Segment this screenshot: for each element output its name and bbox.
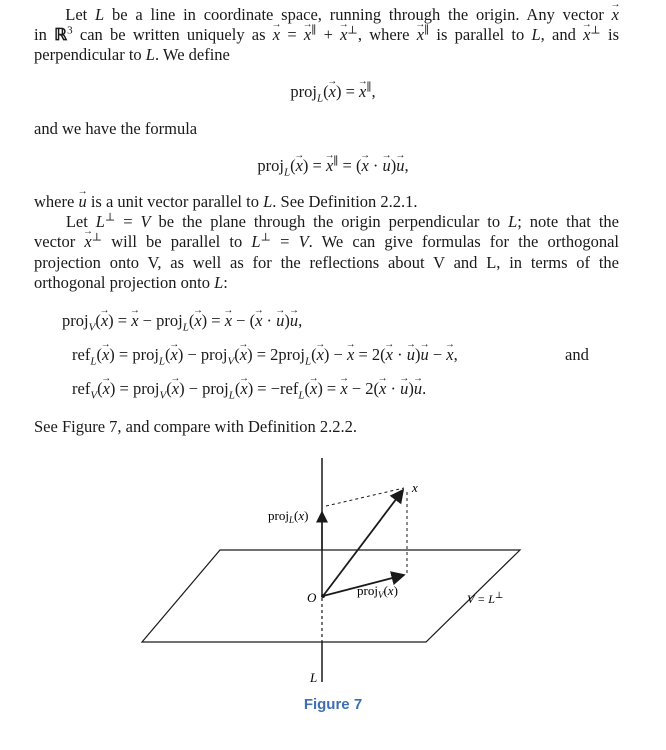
label-x: x	[412, 480, 418, 495]
paragraph-1-line-1: Let L be a line in coordinate space, running through the origin. Any vector → x	[34, 5, 619, 26]
paragraph-3-line-4: orthogonal projection onto L:	[34, 273, 228, 292]
vector-x	[323, 490, 403, 596]
plane-V	[142, 550, 520, 642]
and-word: and	[565, 345, 589, 364]
label-origin: O	[307, 590, 317, 605]
equation-projL-formula: proj$_L$(→ x) = → x∥ = (→ x · → u)→ u,	[0, 156, 666, 177]
figure-caption: Figure 7	[303, 696, 363, 713]
paragraph-3-line-1: Let L⊥ = V be the plane through the origin perpendicular to L; note that the	[65, 211, 619, 231]
paragraph-3-line-2: vector → x⊥ will be parallel to L⊥ = V. We can give formulas for the orthogonal	[34, 232, 619, 253]
formula-refL: ref$_L$(→ x) = proj$_L$(→ x) − proj$_V$(→ x) = 2proj$_L$(→ x) − → x = 2(→ x · → u)→ u − → x,	[72, 345, 458, 366]
label-plane: V = L⊥	[467, 590, 504, 606]
label-projL: proj$_L$(x)	[268, 508, 309, 525]
figure-7-diagram	[0, 450, 666, 730]
paragraph-3-line-3: projection onto V, as well as for the reflections about V and L, in terms of the	[34, 253, 619, 272]
label-L: L	[310, 670, 318, 685]
label-projV: proj$_V$(x)	[357, 583, 398, 600]
paragraph-1-line-2: in ℝ$^3$ can be written uniquely as → x = → x∥ + → x⊥, where → x∥ is parallel to L, and → x⊥ is	[34, 25, 619, 46]
paragraph-1-line-3: perpendicular to L. We define	[34, 45, 230, 64]
formula-projV: proj$_V$(→ x) = → x − proj$_L$(→ x) = → x − (→ x · → u)→ u,	[62, 311, 302, 332]
and-we-have-formula-text: and we have the formula	[34, 119, 198, 138]
formula-refV: ref$_V$(→ x) = proj$_V$(→ x) − proj$_L$(→ x) = −ref$_L$(→ x) = → x − 2(→ x · → u)→ u.	[72, 379, 426, 400]
origin-point	[321, 594, 325, 598]
see-figure-text: See Figure 7, and compare with Definition 2.2.2.	[34, 417, 358, 436]
paragraph-2: where → u is a unit vector parallel to L. See Definition 2.2.1.	[34, 192, 619, 213]
equation-projL-definition: proj$_L$(→ x) = → x∥,	[0, 82, 666, 103]
